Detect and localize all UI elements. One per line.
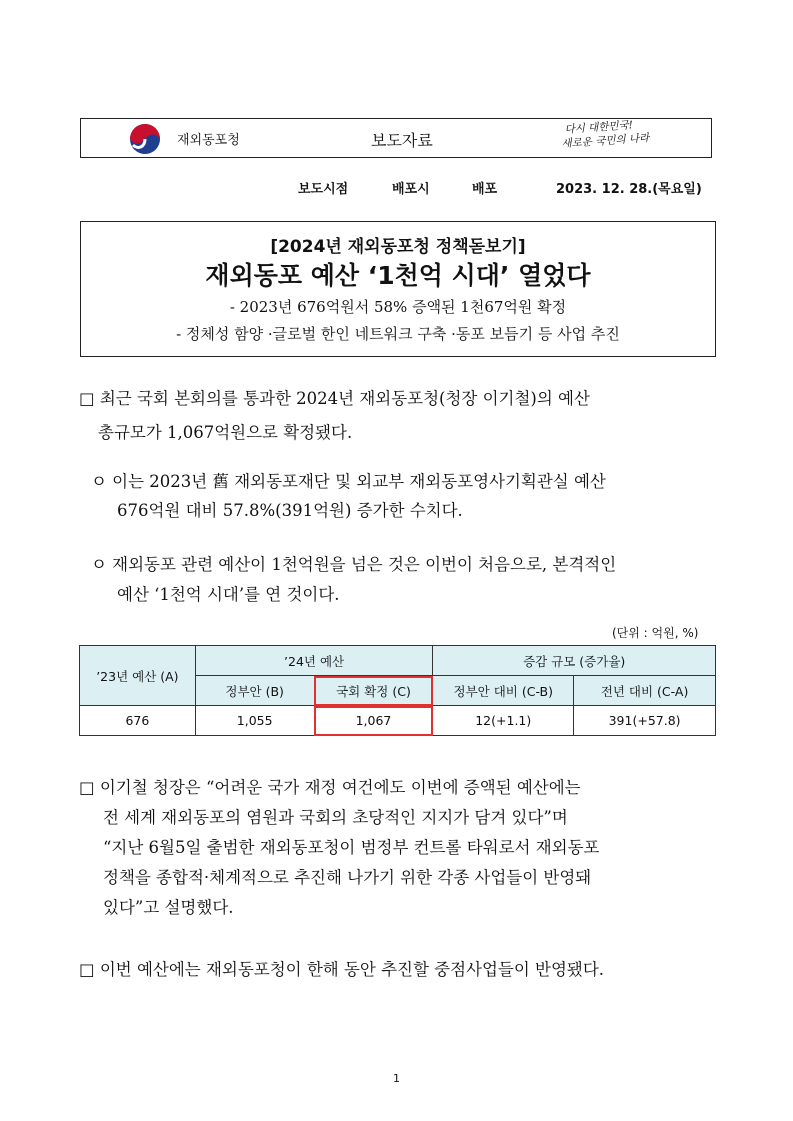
paragraph-1-line-1: □ 최근 국회 본회의를 통과한 2024년 재외동포청(청장 이기철)의 예산: [79, 389, 590, 408]
header-change: 증감 규모 (증가율): [433, 646, 716, 676]
cell-2023: 676: [80, 706, 196, 736]
paragraph-4-line-3: “지난 6월5일 출범한 재외동포청이 범정부 컨트롤 타워로서 재외동포: [103, 838, 600, 857]
paragraph-2-line-2: 676억원 대비 57.8%(391억원) 증가한 수치다.: [117, 501, 463, 520]
page-number: 1: [393, 1072, 400, 1085]
org-name: 재외동포청: [177, 133, 240, 148]
table-row: [80, 706, 716, 736]
header-final: 국회 확정 (C): [314, 676, 433, 706]
paragraph-4-line-4: 정책을 종합적·체계적으로 추진해 나가기 위한 각종 사업들이 반영돼: [103, 868, 592, 887]
release-label-upon: 배포시: [392, 182, 430, 197]
release-label-timing: 보도시점: [298, 182, 349, 197]
cell-vs-prev: 391(+57.8): [574, 706, 716, 736]
slogan-line1: 다시 대한민국!: [564, 119, 634, 136]
title-box: [80, 221, 716, 357]
title-kicker: [2024년 재외동포청 정책돋보기]: [270, 237, 526, 257]
header-2024-budget: ’24년 예산: [195, 646, 433, 676]
paragraph-4-line-5: 있다”고 설명했다.: [103, 898, 234, 917]
doc-type: 보도자료: [371, 131, 433, 150]
paragraph-5: □ 이번 예산에는 재외동포청이 한해 동안 추진할 중점사업들이 반영됐다.: [79, 960, 605, 979]
paragraph-4-line-1: □ 이기철 청장은 “어려운 국가 재정 여건에도 이번에 증액된 예산에는: [79, 778, 581, 797]
paragraph-3-line-2: 예산 ‘1천억 시대’를 연 것이다.: [117, 585, 340, 604]
paragraph-2-line-1: ㅇ 이는 2023년 舊 재외동포재단 및 외교부 재외동포영사기획관실 예산: [91, 472, 606, 491]
table-header-row-1: [80, 646, 716, 676]
header-gov-proposal: 정부안 (B): [195, 676, 314, 706]
subtitle-2: - 정체성 함양 ·글로벌 한인 네트워크 구축 ·동포 보듬기 등 사업 추진: [176, 325, 620, 343]
header-2023-budget: ’23년 예산 (A): [80, 646, 196, 706]
paragraph-3-line-1: ㅇ 재외동포 관련 예산이 1천억원을 넘은 것은 이번이 처음으로, 본격적인: [91, 555, 617, 574]
page-title: 재외동포 예산 ‘1천억 시대’ 열었다: [205, 261, 591, 290]
header-vs-gov: 정부안 대비 (C-B): [433, 676, 574, 706]
subtitle-1: - 2023년 676억원서 58% 증액된 1천67억원 확정: [229, 298, 567, 316]
press-header: [80, 118, 712, 158]
budget-table: [79, 645, 716, 736]
government-emblem-icon: [129, 123, 161, 155]
table-unit: (단위 : 억원, %): [612, 626, 699, 640]
cell-gov: 1,055: [195, 706, 314, 736]
paragraph-4-line-2: 전 세계 재외동포의 염원과 국회의 초당적인 지지가 담겨 있다”며: [103, 808, 568, 827]
slogan: [561, 117, 650, 151]
cell-vs-gov: 12(+1.1): [433, 706, 574, 736]
paragraph-4: [79, 773, 600, 923]
cell-final: 1,067: [314, 706, 433, 736]
header-vs-prev: 전년 대비 (C-A): [574, 676, 716, 706]
slogan-line2: 새로운 국민의 나라: [561, 132, 650, 151]
release-label-distribution: 배포: [472, 182, 498, 197]
paragraph-1-line-2: 총규모가 1,067억원으로 확정됐다.: [98, 423, 353, 442]
release-date: 2023. 12. 28.(목요일): [556, 182, 702, 197]
